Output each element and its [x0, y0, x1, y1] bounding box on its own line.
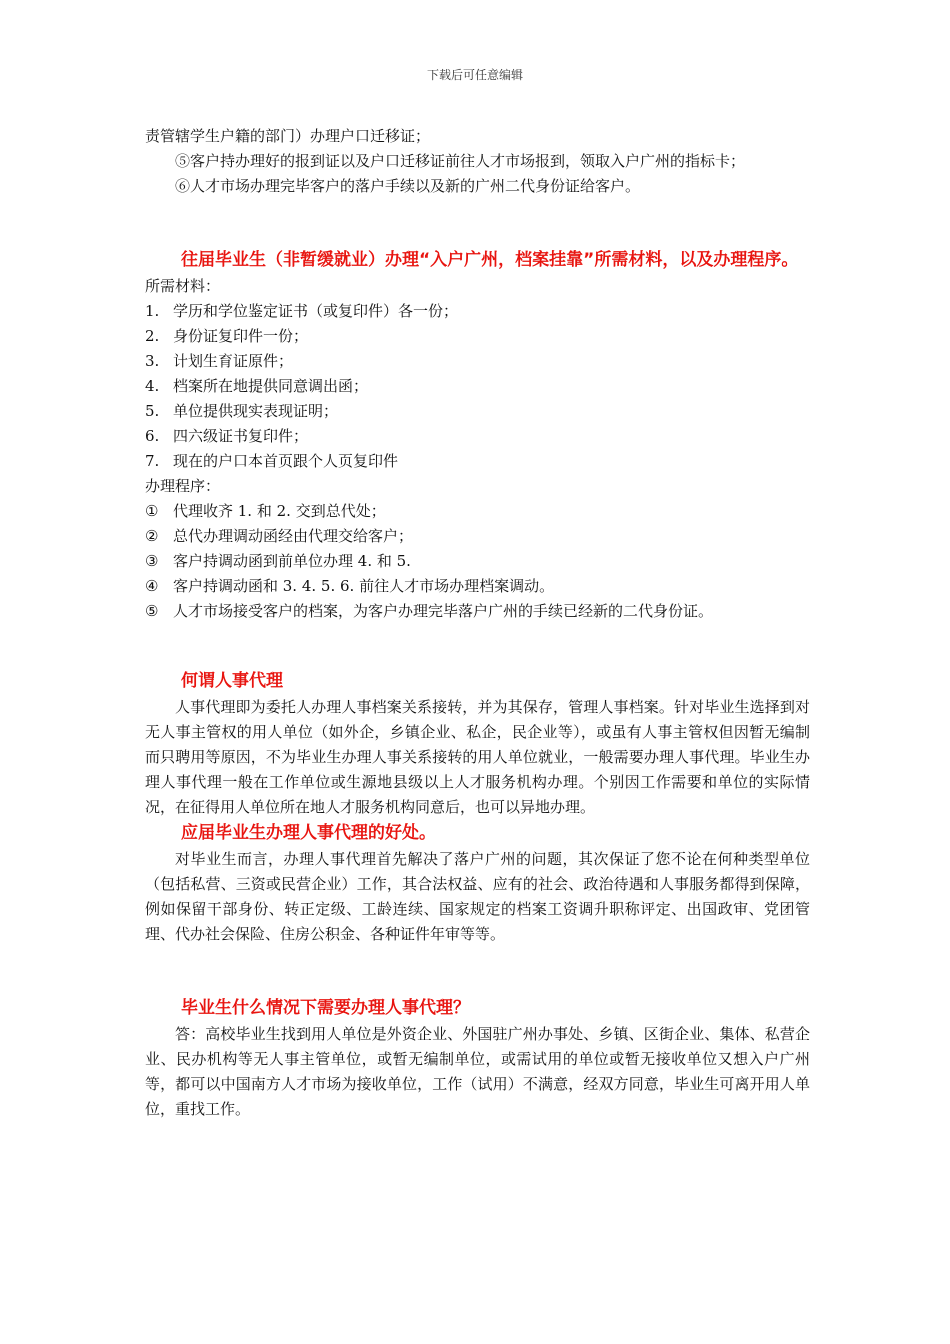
- list-item: 3. 计划生育证原件；: [145, 352, 294, 370]
- list-item: 1. 学历和学位鉴定证书（或复印件）各一份；: [145, 302, 459, 320]
- section4-heading: 毕业生什么情况下需要办理人事代理？: [181, 998, 470, 1018]
- materials-list: [145, 299, 810, 474]
- intro-line-1: 责管辖学生户籍的部门）办理户口迁移证；: [145, 127, 431, 145]
- section1-heading: 往届毕业生（非暂缓就业）办理“入户广州，档案挂靠”所需材料，以及办理程序。: [181, 250, 799, 270]
- section2-heading: 何谓人事代理: [181, 671, 283, 691]
- list-item: ④ 客户持调动函和 3. 4. 5. 6. 前往人才市场办理档案调动。: [145, 577, 555, 595]
- procedure-list: [145, 499, 810, 624]
- list-item: ⑤ 人才市场接受客户的档案，为客户办理完毕落户广州的手续已经新的二代身份证。: [145, 602, 714, 620]
- section3-body: 对毕业生而言，办理人事代理首先解决了落户广州的问题，其次保证了您不论在何种类型单位（包括私营、三资或民营企业）工作，其合法权益、应有的社会、政治待遇和人事服务都得到保障，例如保留干部身份、转正定级、工龄连续、国家规定的档案工资调升职称评定、出国政审、党团管理、代办社会保险、住房公积金、各种证件年审等等。: [145, 850, 810, 943]
- list-item: 7. 现在的户口本首页跟个人页复印件: [145, 452, 399, 470]
- list-item: 5. 单位提供现实表现证明；: [145, 402, 339, 420]
- procedure-label: 办理程序：: [145, 477, 221, 495]
- list-item: ② 总代办理调动函经由代理交给客户；: [145, 527, 414, 545]
- section2-body: 人事代理即为委托人办理人事档案关系接转，并为其保存，管理人事档案。针对毕业生选择到对无人事主管权的用人单位（如外企，乡镇企业、私企，民企业等），或虽有人事主管权但因暂无编制而只聘用等原因，不为毕业生办理人事关系接转的用人单位就业，一般需要办理人事代理。毕业生办理人事代理一般在工作单位或生源地县级以上人才服务机构办理。个别因工作需要和单位的实际情况，在征得用人单位所在地人才服务机构同意后，也可以异地办理。: [145, 698, 810, 816]
- list-item: ① 代理收齐 1. 和 2. 交到总代处；: [145, 502, 386, 520]
- list-item: 2. 身份证复印件一份；: [145, 327, 309, 345]
- list-item: 6. 四六级证书复印件；: [145, 427, 309, 445]
- intro-line-3: ⑥人才市场办理完毕客户的落户手续以及新的广州二代身份证给客户。: [175, 177, 641, 195]
- section4-body: 答：高校毕业生找到用人单位是外资企业、外国驻广州办事处、乡镇、区街企业、集体、私营企业、民办机构等无人事主管单位，或暂无编制单位，或需试用的单位或暂无接收单位又想入户广州等，都可以中国南方人才市场为接收单位，工作（试用）不满意，经双方同意，毕业生可离开用人单位，重找工作。: [145, 1025, 810, 1118]
- list-item: 4. 档案所在地提供同意调出函；: [145, 377, 369, 395]
- document-body: [145, 124, 810, 1122]
- list-item: ③ 客户持调动函到前单位办理 4. 和 5.: [145, 552, 411, 570]
- section3-heading: 应届毕业生办理人事代理的好处。: [181, 823, 436, 843]
- page-header: 下载后可任意编辑: [426, 68, 523, 82]
- intro-line-2: ⑤客户持办理好的报到证以及户口迁移证前往人才市场报到，领取入户广州的指标卡；: [175, 152, 746, 170]
- materials-label: 所需材料：: [145, 277, 221, 295]
